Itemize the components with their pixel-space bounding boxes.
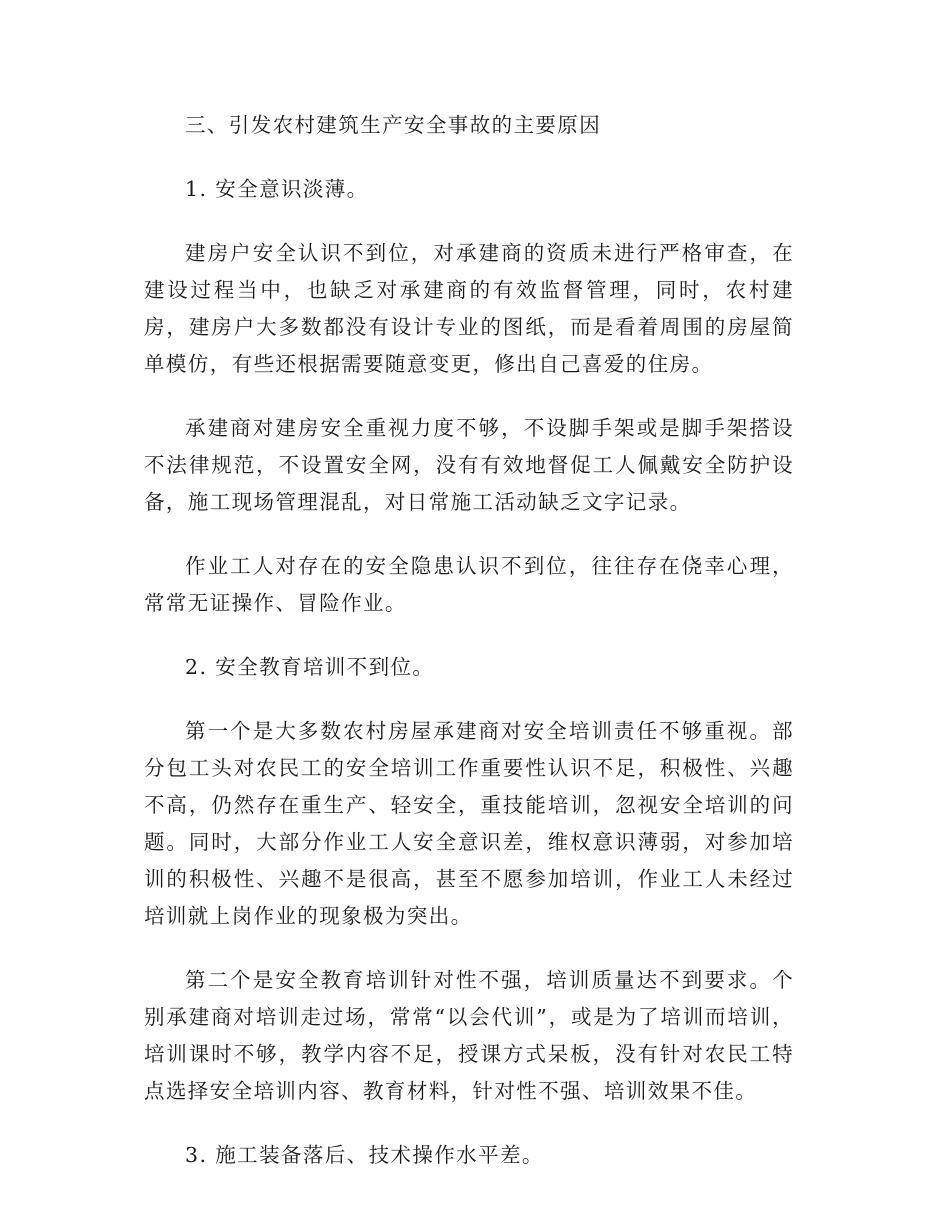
subheading-3: 3. 施工装备落后、技术操作水平差。: [185, 1143, 544, 1167]
paragraph: 建房户安全认识不到位，对承建商的资质未进行严格审查，在建设过程当中，也缺乏对承建商的有效监督管理，同时，农村建房，建房户大多数都没有设计专业的图纸，而是看着周围的房屋简单模仿，有些还根据需要随意变更，修出自己喜爱的住房。: [144, 241, 794, 376]
paragraph: 第二个是安全教育培训针对性不强，培训质量达不到要求。个别承建商对培训走过场，常常“以会代训”，或是为了培训而培训，培训课时不够，教学内容不足，授课方式呆板，没有针对农民工特点选择安全培训内容、教育材料，针对性不强、培训效果不佳。: [144, 968, 794, 1103]
subheading-2: 2. 安全教育培训不到位。: [185, 655, 435, 679]
section-heading: 三、引发农村建筑生产安全事故的主要原因: [185, 113, 602, 137]
paragraph: 作业工人对存在的安全隐患认识不到位，往往存在侥幸心理，常常无证操作、冒险作业。: [144, 554, 794, 615]
paragraph: 第一个是大多数农村房屋承建商对安全培训责任不够重视。部分包工头对农民工的安全培训工作重要性认识不足，积极性、兴趣不高，仍然存在重生产、轻安全，重技能培训，忽视安全培训的问题。同时，大部分作业工人安全意识差，维权意识薄弱，对参加培训的积极性、兴趣不是很高，甚至不愿参加培训，作业工人未经过培训就上岗作业的现象极为突出。: [144, 719, 794, 928]
paragraph: 承建商对建房安全重视力度不够，不设脚手架或是脚手架搭设不法律规范，不设置安全网，没有有效地督促工人佩戴安全防护设备，施工现场管理混乱，对日常施工活动缺乏文字记录。: [144, 416, 794, 514]
document-body: [144, 107, 794, 1201]
subheading-1: 1. 安全意识淡薄。: [185, 177, 369, 201]
